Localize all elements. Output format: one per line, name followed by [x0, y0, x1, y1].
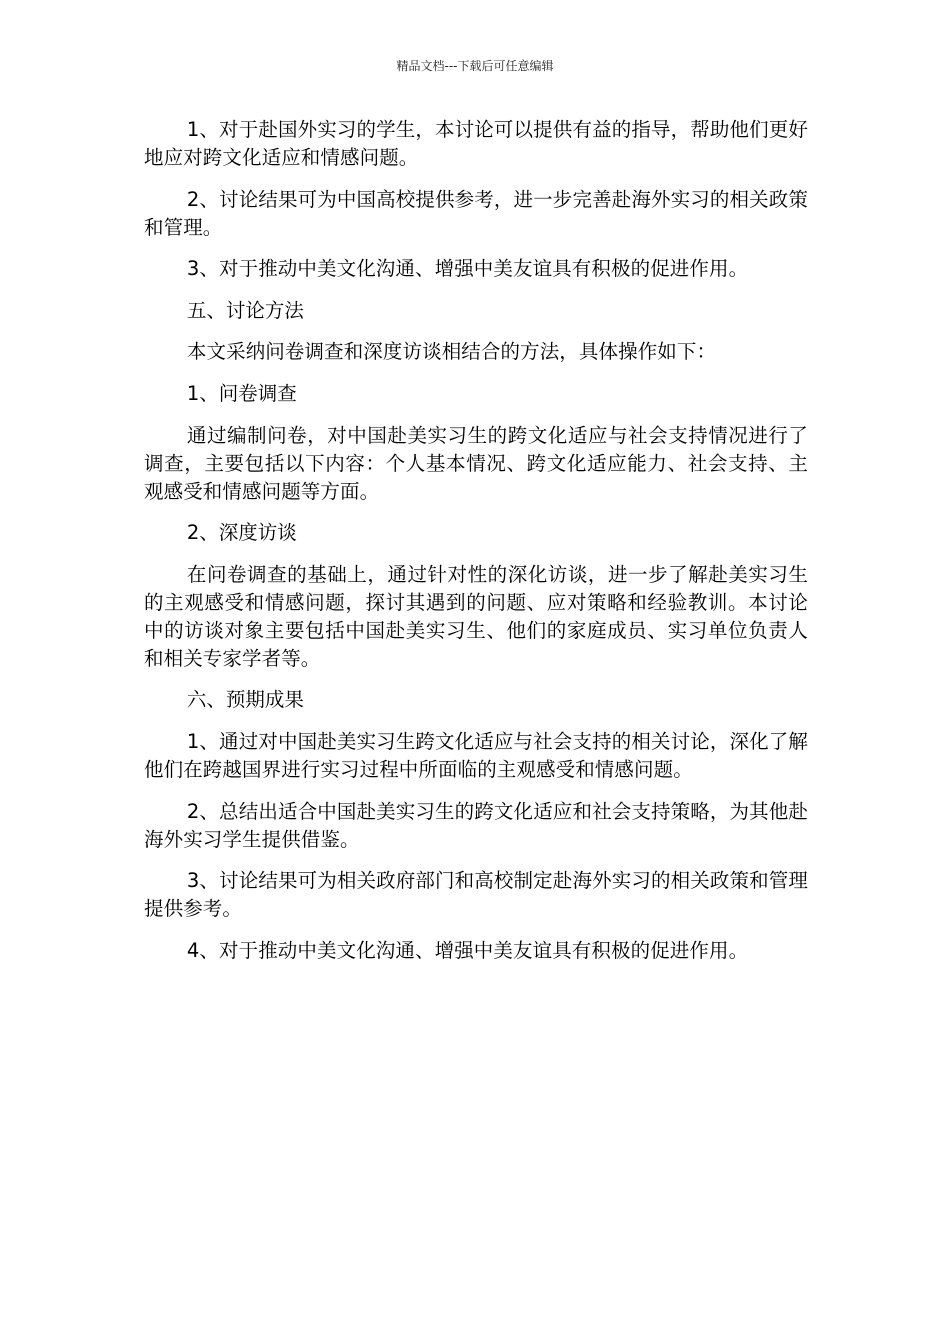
significance-item-2: 2、讨论结果可为中国高校提供参考，进一步完善赴海外实习的相关政策和管理。: [144, 187, 808, 239]
significance-item-1: 1、对于赴国外实习的学生，本讨论可以提供有益的指导，帮助他们更好地应对跨文化适应和情感问题。: [144, 118, 808, 169]
outcome-item-3: 3、讨论结果可为相关政府部门和高校制定赴海外实习的相关政策和管理提供参考。: [144, 869, 808, 921]
methods-intro: 本文采纳问卷调查和深度访谈相结合的方法，具体操作如下：: [186, 340, 717, 364]
outcome-item-1: 1、通过对中国赴美实习生跨文化适应与社会支持的相关讨论，深化了解他们在跨越国界进行实习过程中所面临的主观感受和情感问题。: [144, 729, 808, 781]
questionnaire-paragraph: 通过编制问卷，对中国赴美实习生的跨文化适应与社会支持情况进行了调查，主要包括以下内容：个人基本情况、跨文化适应能力、社会支持、主观感受和情感问题等方面。: [144, 423, 808, 503]
subheading-questionnaire: 1、问卷调查: [186, 381, 297, 405]
subheading-interview: 2、深度访谈: [186, 521, 297, 545]
outcome-item-4: 4、对于推动中美文化沟通、增强中美友谊具有积极的促进作用。: [186, 938, 749, 962]
section-heading-outcomes: 六、预期成果: [186, 688, 304, 712]
significance-item-3: 3、对于推动中美文化沟通、增强中美友谊具有积极的促进作用。: [186, 257, 749, 281]
document-body: [144, 116, 808, 978]
outcome-item-2: 2、总结出适合中国赴美实习生的跨文化适应和社会支持策略，为其他赴海外实习学生提供借鉴。: [144, 799, 808, 851]
interview-paragraph: 在问卷调查的基础上，通过针对性的深化访谈，进一步了解赴美实习生的主观感受和情感问题，探讨其遇到的问题、应对策略和经验教训。本讨论中的访谈对象主要包括中国赴美实习生、他们的家庭成员、实习单位负责人和相关专家学者等。: [144, 562, 808, 670]
section-heading-methods: 五、讨论方法: [186, 298, 304, 322]
page-header: 精品文档---下载后可任意编辑: [396, 59, 554, 73]
